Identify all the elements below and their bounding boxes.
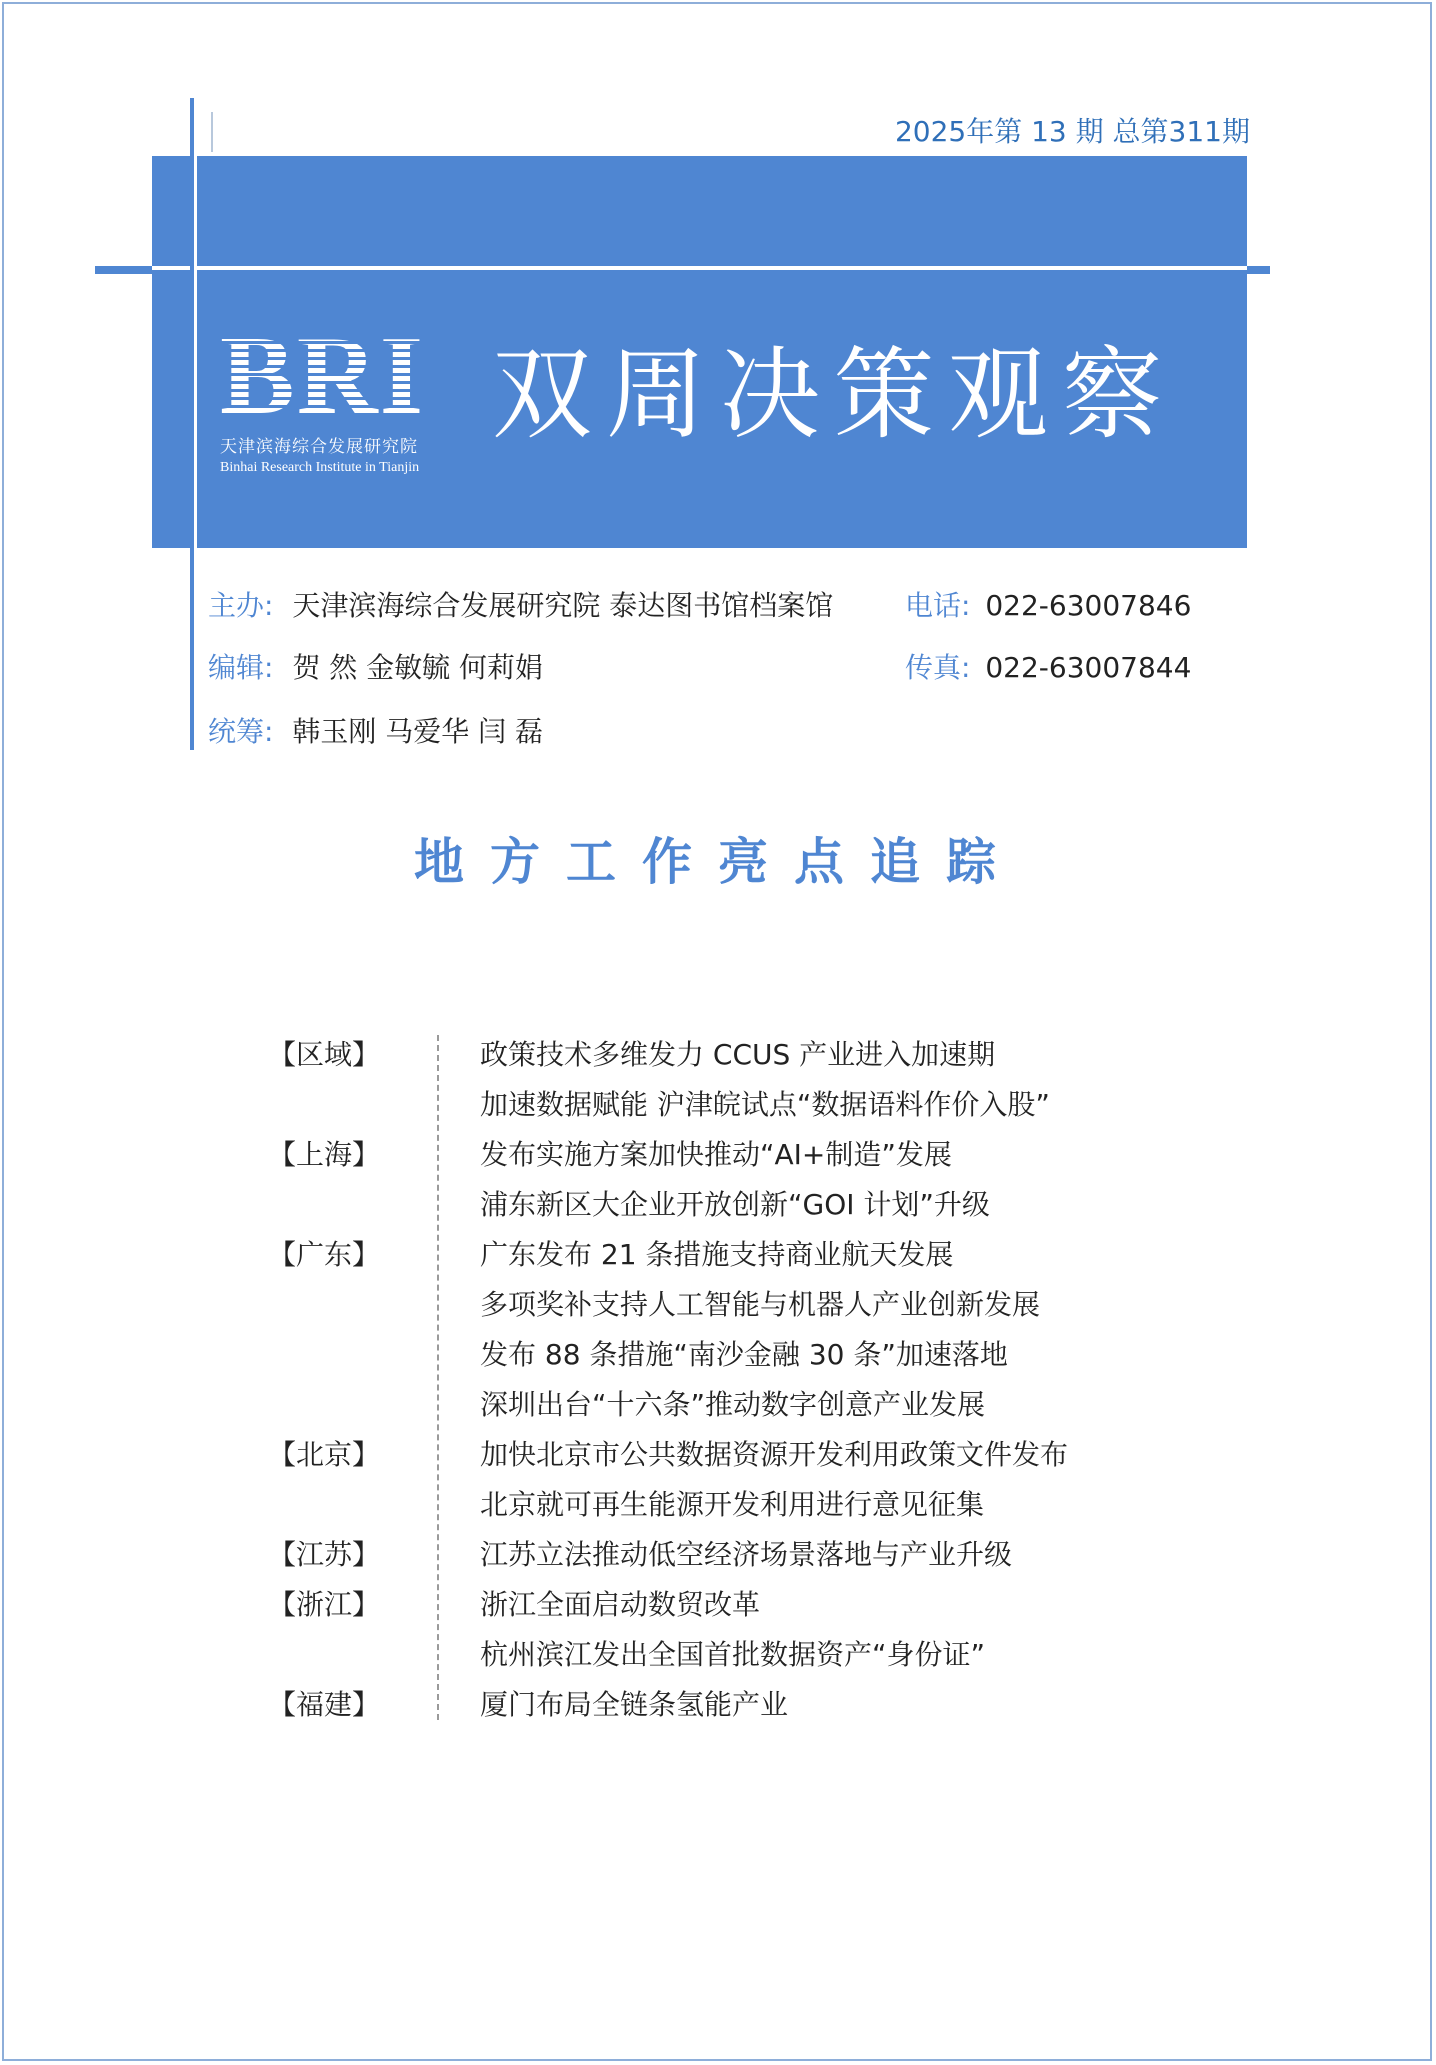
toc-headline[interactable]: 深圳出台“十六条”推动数字创意产业发展 <box>480 1388 986 1421</box>
toc-item[interactable] <box>0 1630 1436 1680</box>
toc-item[interactable] <box>0 1080 1436 1130</box>
logo-english-name: Binhai Research Institute in Tianjin <box>220 460 420 475</box>
toc-headline[interactable]: 杭州滨江发出全国首批数据资产“身份证” <box>480 1638 986 1671</box>
toc-headline[interactable]: 发布 88 条措施“南沙金融 30 条”加速落地 <box>480 1338 1008 1371</box>
host-value: 天津滨海综合发展研究院 泰达图书馆档案馆 <box>292 589 834 622</box>
toc-item[interactable] <box>0 1380 1436 1430</box>
editor-row <box>208 646 543 686</box>
toc-headline[interactable]: 政策技术多维发力 CCUS 产业进入加速期 <box>480 1038 996 1071</box>
editor-value: 贺 然 金敏毓 何莉娟 <box>292 651 544 684</box>
toc-region: 【区域】 <box>268 1038 381 1071</box>
toc-region: 【广东】 <box>268 1238 381 1271</box>
fax-value: 022-63007844 <box>985 651 1192 684</box>
decor-thin-line <box>211 112 213 152</box>
toc-headline[interactable]: 北京就可再生能源开发利用进行意见征集 <box>480 1488 985 1521</box>
toc-region: 【上海】 <box>268 1138 381 1171</box>
toc-item[interactable] <box>0 1230 1436 1280</box>
bri-logo <box>220 314 470 478</box>
toc-item[interactable] <box>0 1680 1436 1730</box>
decor-vertical-white-line <box>194 156 197 548</box>
coordinator-value: 韩玉刚 马爱华 闫 磊 <box>292 715 544 748</box>
toc-item[interactable] <box>0 1280 1436 1330</box>
fax-row <box>905 646 1191 686</box>
toc-region: 【福建】 <box>268 1688 381 1721</box>
logo-chinese-name: 天津滨海综合发展研究院 <box>220 437 418 457</box>
editor-label: 编辑: <box>208 651 274 684</box>
logo-letters: BRI <box>220 328 470 424</box>
toc-headline[interactable]: 加快北京市公共数据资源开发利用政策文件发布 <box>480 1438 1069 1471</box>
publication-title: 双周决策观察 <box>492 336 1176 453</box>
host-row <box>208 584 833 624</box>
toc-item[interactable] <box>0 1430 1436 1480</box>
toc-headline[interactable]: 厦门布局全链条氢能产业 <box>480 1688 789 1721</box>
toc-headline[interactable]: 江苏立法推动低空经济场景落地与产业升级 <box>480 1538 1013 1571</box>
toc-headline[interactable]: 浦东新区大企业开放创新“GOI 计划”升级 <box>480 1188 990 1221</box>
toc-headline[interactable]: 多项奖补支持人工智能与机器人产业创新发展 <box>480 1288 1041 1321</box>
coordinator-row <box>208 710 543 750</box>
toc-item[interactable] <box>0 1330 1436 1380</box>
toc-item[interactable] <box>0 1130 1436 1180</box>
phone-row <box>905 584 1191 624</box>
fax-label: 传真: <box>905 651 971 684</box>
toc-headline[interactable]: 浙江全面启动数贸改革 <box>480 1588 761 1621</box>
section-title: 地方工作亮点追踪 <box>414 832 1022 891</box>
coordinator-label: 统筹: <box>208 715 274 748</box>
phone-value: 022-63007846 <box>985 589 1192 622</box>
toc-item[interactable] <box>0 1580 1436 1630</box>
toc-region: 【江苏】 <box>268 1538 381 1571</box>
phone-label: 电话: <box>905 589 971 622</box>
decor-horizontal-white-line <box>152 266 1247 270</box>
toc-item[interactable] <box>0 1030 1436 1080</box>
toc-item[interactable] <box>0 1530 1436 1580</box>
toc-headline[interactable]: 发布实施方案加快推动“AI+制造”发展 <box>480 1138 952 1171</box>
toc-region: 【浙江】 <box>268 1588 381 1621</box>
host-label: 主办: <box>208 589 274 622</box>
toc-region: 【北京】 <box>268 1438 381 1471</box>
toc-item[interactable] <box>0 1180 1436 1230</box>
toc-item[interactable] <box>0 1480 1436 1530</box>
toc-headline[interactable]: 加速数据赋能 沪津皖试点“数据语料作价入股” <box>480 1088 1050 1121</box>
toc-headline[interactable]: 广东发布 21 条措施支持商业航天发展 <box>480 1238 954 1271</box>
issue-number: 2025年第 13 期 总第311期 <box>894 115 1250 148</box>
